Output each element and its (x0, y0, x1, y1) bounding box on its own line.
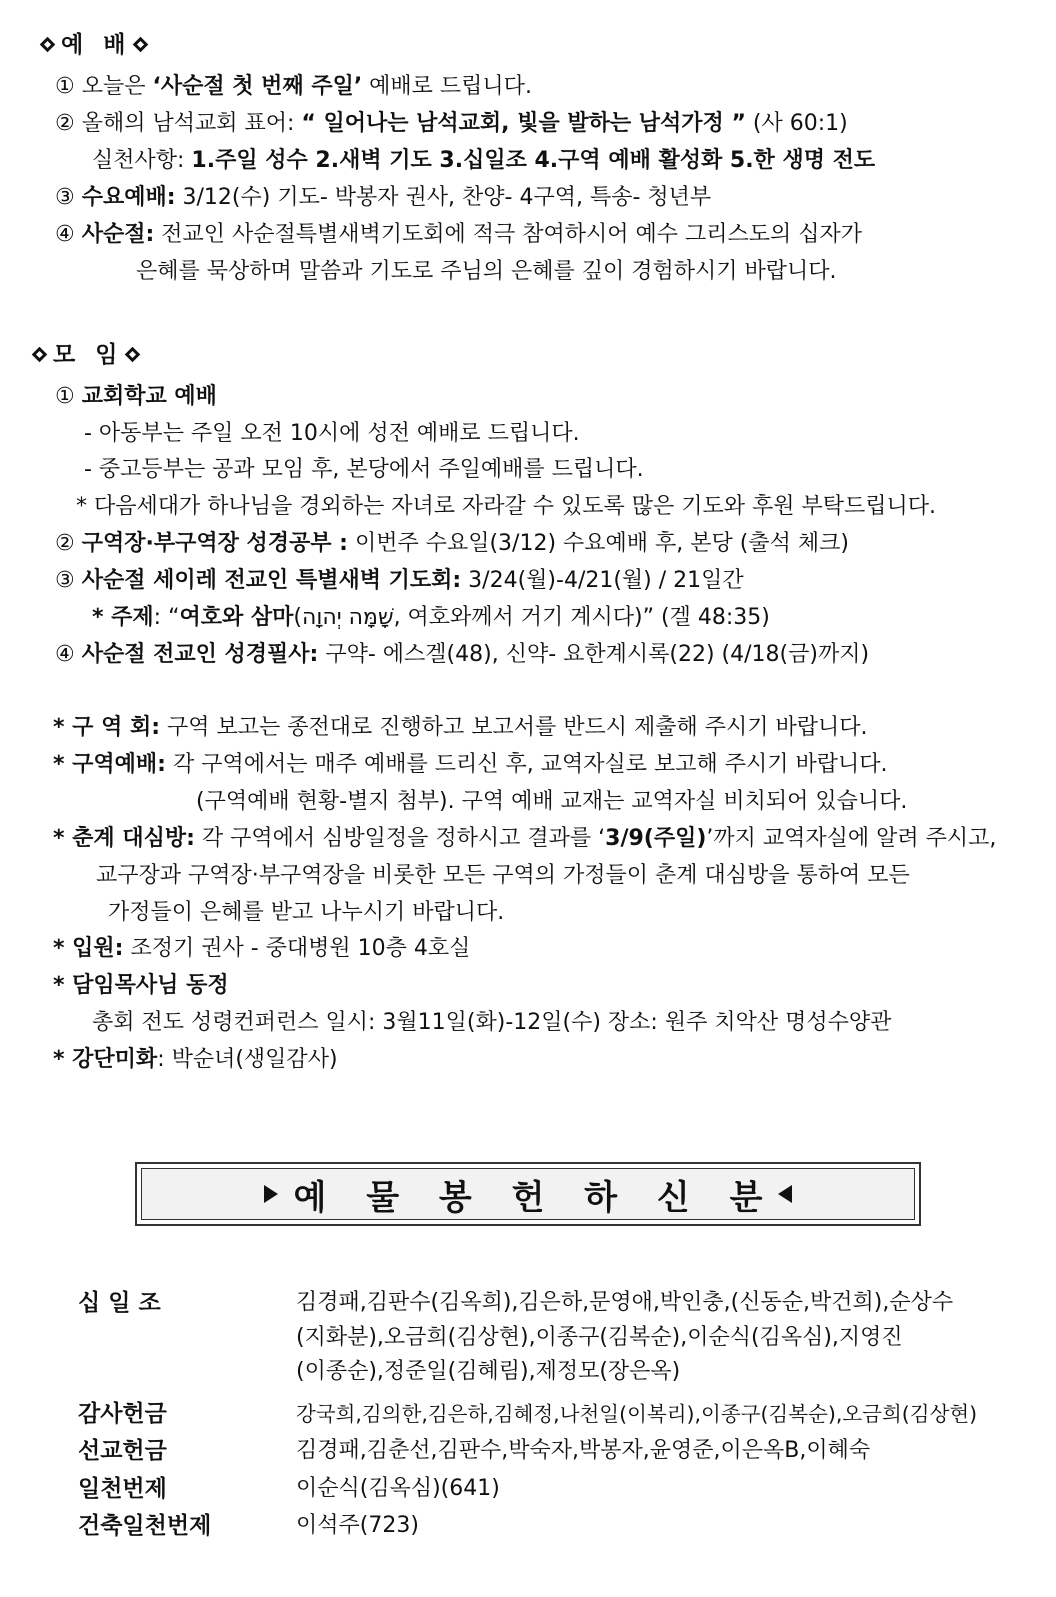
triangle-left-icon (778, 1185, 792, 1203)
meeting-item-3: ③ 사순절 세이레 전교인 특별새벽 기도회: 3/24(월)-4/21(월) / 21일간 (55, 568, 744, 593)
diamond-icon (125, 347, 141, 363)
meeting-item-4: ④ 사순절 전교인 성경필사: 구약- 에스겔(48), 신약- 요한계시록(22) (4/18(금)까지) (55, 642, 870, 667)
worship-practice: 실천사항: 1.주일 성수 2.새벽 기도 3.십일조 4.구역 예배 활성화 5.한 생명 전도 (92, 148, 876, 173)
offering-value-building: 이석주(723) (296, 1513, 419, 1538)
notice-pastor-detail: 총회 전도 성령컨퍼런스 일시: 3월11일(화)-12일(수) 장소: 원주 치악산 명성수양관 (92, 1010, 892, 1035)
notice-spring-visitation: * 춘계 대심방: 각 구역에서 심방일정을 정하시고 결과를 ‘3/9(주일)’까지 교역자실에 알려 주시고, (53, 826, 997, 851)
meeting-item-1c: * 다음세대가 하나님을 경외하는 자녀로 자라갈 수 있도록 많은 기도와 후원 부탁드립니다. (76, 494, 936, 519)
notice-district-worship-cont: (구역예배 현황-별지 첨부). 구역 예배 교재는 교역자실 비치되어 있습니다. (196, 789, 908, 814)
offering-banner-inner (141, 1168, 915, 1220)
worship-heading: 예 배 (38, 30, 154, 60)
offering-value-tithe-1: 김경패,김판수(김옥희),김은하,문영애,박인충,(신동순,박건희),순상수 (296, 1290, 954, 1315)
offering-label-tithe: 십 일 조 (78, 1290, 161, 1316)
worship-item-1: ① 오늘은 ‘사순절 첫 번째 주일’ 예배로 드립니다. (55, 74, 532, 99)
notice-pastor-heading: * 담임목사님 동정 (53, 973, 229, 998)
meeting-item-1: ① 교회학교 예배 (55, 384, 217, 409)
meeting-item-1b: - 중고등부는 공과 모임 후, 본당에서 주일예배를 드립니다. (84, 457, 644, 482)
offering-label-building: 건축일천번제 (78, 1513, 212, 1539)
worship-item-2: ② 올해의 남석교회 표어: “ 일어나는 남석교회, 빛을 발하는 남석가정 ” (사 60:1) (55, 111, 848, 136)
meeting-item-2: ② 구역장·부구역장 성경공부 : 이번주 수요일(3/12) 수요예배 후, 본당 (출석 체크) (55, 531, 849, 556)
diamond-icon (133, 37, 149, 53)
notice-altar-flowers: * 강단미화: 박순녀(생일감사) (53, 1047, 338, 1072)
worship-item-4-cont: 은혜를 묵상하며 말씀과 기도로 주님의 은혜를 깊이 경험하시기 바랍니다. (136, 259, 837, 284)
offering-value-mission: 김경패,김춘선,김판수,박숙자,박봉자,윤영준,이은옥B,이혜숙 (296, 1438, 871, 1463)
offering-value-thousand: 이순식(김옥심)(641) (296, 1476, 500, 1501)
notice-district-meeting: * 구 역 회: 구역 보고는 종전대로 진행하고 보고서를 반드시 제출해 주시기 바랍니다. (53, 715, 868, 740)
offering-label-thousand: 일천번제 (78, 1476, 167, 1502)
worship-item-3: ③ 수요예배: 3/12(수) 기도- 박봉자 권사, 찬양- 4구역, 특송- 청년부 (55, 185, 712, 210)
notice-hospital: * 입원: 조정기 권사 - 중대병원 10층 4호실 (53, 936, 471, 961)
offering-value-tithe-3: (이종순),정준일(김혜림),제정모(장은옥) (296, 1359, 681, 1384)
meeting-heading: 모 임 (30, 340, 146, 370)
diamond-icon (40, 37, 56, 53)
notice-spring-visitation-cont2: 가정들이 은혜를 받고 나누시기 바랍니다. (108, 900, 505, 925)
offering-banner (135, 1162, 921, 1226)
diamond-icon (32, 347, 48, 363)
offering-label-mission: 선교헌금 (78, 1438, 167, 1464)
offering-value-tithe-2: (지화분),오금희(김상현),이종구(김복순),이순식(김옥심),지영진 (296, 1325, 903, 1350)
offering-banner-title: 예 물 봉 헌 하 신 분 (293, 1177, 777, 1218)
notice-district-worship: * 구역예배: 각 구역에서는 매주 예배를 드리신 후, 교역자실로 보고해 주시기 바랍니다. (53, 752, 888, 777)
offering-label-thanks: 감사헌금 (78, 1401, 167, 1427)
worship-item-4: ④ 사순절: 전교인 사순절특별새벽기도회에 적극 참여하시어 예수 그리스도의 십자가 (55, 222, 863, 247)
notice-spring-visitation-cont1: 교구장과 구역장·부구역장을 비롯한 모든 구역의 가정들이 춘계 대심방을 통하여 모든 (96, 863, 910, 888)
meeting-item-3-theme: * 주제: “여호와 삼마(שָׁמָּה יְהוָה, 여호와께서 거기 계시다)” (겔 48:35) (92, 605, 770, 630)
offering-value-thanks: 강국희,김의한,김은하,김혜정,나천일(이복리),이종구(김복순),오금희(김상현) (296, 1402, 978, 1426)
triangle-right-icon (264, 1185, 278, 1203)
meeting-item-1a: - 아동부는 주일 오전 10시에 성전 예배로 드립니다. (84, 421, 580, 446)
